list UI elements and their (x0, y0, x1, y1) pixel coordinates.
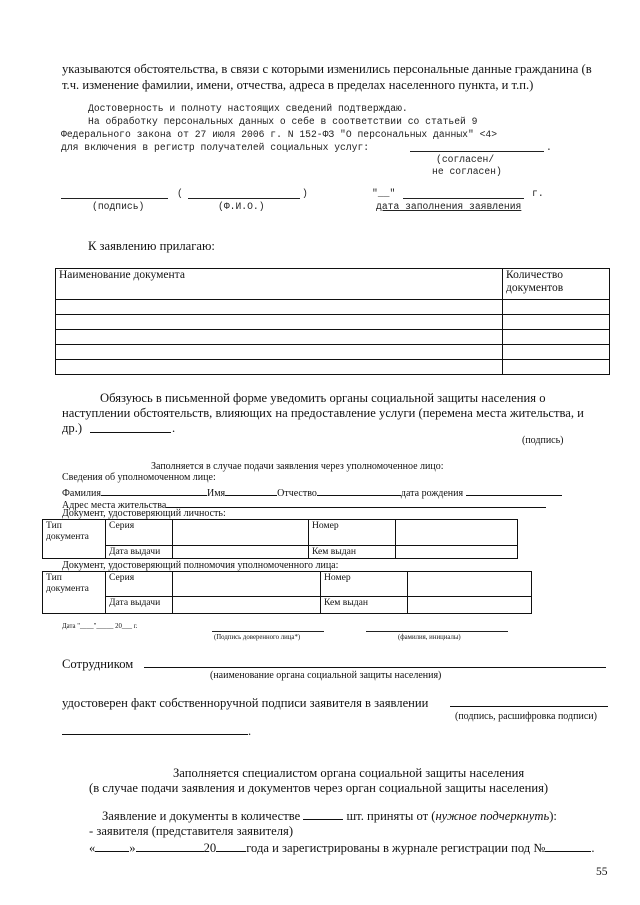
consent-agree-option-2: не согласен) (432, 166, 502, 177)
auth-doc-table (42, 571, 532, 614)
attach-cell[interactable] (56, 345, 503, 360)
issue-date-value-cell[interactable] (173, 546, 309, 559)
patronymic-label: Отчество (277, 488, 317, 499)
consent-fio-field[interactable] (188, 186, 300, 199)
consent-line-1: Достоверность и полноту настоящих сведений подтверждаю. (88, 103, 408, 114)
id-doc-table (42, 519, 518, 559)
attach-cell[interactable] (56, 315, 503, 330)
employee-sign-field[interactable] (450, 706, 608, 707)
employee-sign-caption: (подпись, расшифровка подписи) (455, 711, 597, 722)
consent-line-4: для включения в регистр получателей социальных услуг: (61, 142, 370, 153)
series-value-cell[interactable] (173, 520, 309, 546)
attachments-table (55, 268, 610, 375)
accepted-label: Заявление и документы в количестве (102, 809, 301, 823)
attach-cell[interactable] (503, 360, 610, 375)
specialist-title-2: (в случае подачи заявления и документов через орган социальной защиты населения) (89, 781, 549, 795)
series-label-cell: Серия (106, 520, 173, 546)
employee-label: Сотрудником (62, 657, 134, 671)
issued-by-value-cell[interactable] (396, 546, 518, 559)
consent-period: . (546, 142, 552, 153)
attach-cell[interactable] (503, 315, 610, 330)
attach-cell[interactable] (56, 300, 503, 315)
consent-fio-label: (Ф.И.О.) (218, 201, 265, 212)
surname-label: Фамилия (62, 488, 101, 499)
obligation-period: . (172, 421, 176, 435)
consent-agree-option-1: (согласен/ (436, 154, 495, 165)
intro-line-2: т.ч. изменение фамилии, имени, отчества, адреса в пределах населенного пункта, и т.п.) (62, 78, 534, 92)
docs-count-field[interactable] (303, 808, 343, 820)
intro-line-1: указываются обстоятельства, в связи с которыми изменились персональные данные гражданина (в (62, 62, 592, 76)
proxy-info: Сведения об уполномоченном лице: (62, 472, 216, 483)
attach-header-name: Наименование документа (56, 269, 503, 300)
trustee-sign-label: (Подпись доверенного лица*) (214, 634, 301, 641)
number-label-cell: Номер (309, 520, 396, 546)
consent-date-day: "__" (372, 188, 396, 199)
consent-line-3: Федерального закона от 27 июля 2006 г. N 152-ФЗ "О персональных данных" <4> (61, 129, 498, 140)
initials-label: (фамилия, инициалы) (398, 634, 461, 641)
address-label: Адрес места жительства (62, 500, 167, 511)
obligation-sign-label: (подпись) (522, 435, 564, 446)
attach-cell[interactable] (503, 300, 610, 315)
consent-signature-field[interactable] (61, 186, 168, 199)
series-value-cell[interactable] (173, 572, 321, 597)
obligation-line-2: наступлении обстоятельств, влияющих на предоставление услуги (перемена места жительства, и (62, 406, 584, 420)
fio-bracket-left: ( (177, 188, 183, 199)
employee-org-field[interactable] (144, 667, 606, 668)
auth-doc-title: Документ, удостоверяющий полномочия уполномоченного лица: (62, 560, 339, 571)
fio-bracket-right: ) (302, 188, 308, 199)
consent-date-label: дата заполнения заявления (376, 201, 522, 212)
initials-field[interactable] (366, 631, 508, 632)
attach-cell[interactable] (503, 345, 610, 360)
reg-day-field[interactable] (95, 840, 129, 852)
employee-extra-field[interactable] (62, 734, 248, 735)
obligation-line-1: Обязуюсь в письменной форме уведомить органы социальной защиты населения о (100, 391, 546, 405)
doc-type-cell: Тип документа (43, 572, 106, 614)
consent-year-suffix: г. (532, 188, 544, 199)
accepted-close: ): (549, 809, 557, 823)
name-field[interactable] (225, 484, 277, 496)
number-value-cell[interactable] (408, 572, 532, 597)
issued-by-label-cell: Кем выдан (309, 546, 396, 559)
obligation-sign-field[interactable] (90, 420, 171, 433)
surname-field[interactable] (101, 484, 207, 496)
consent-agree-field[interactable] (410, 139, 544, 152)
attach-title: К заявлению прилагаю: (88, 239, 215, 253)
applicant-option[interactable]: - заявителя (представителя заявителя) (89, 824, 294, 838)
issue-date-value-cell[interactable] (173, 597, 321, 614)
accepted-row (102, 808, 557, 824)
attach-cell[interactable] (56, 330, 503, 345)
issue-date-label-cell: Дата выдачи (106, 546, 173, 559)
reg-number-field[interactable] (545, 840, 591, 852)
proxy-title: Заполняется в случае подачи заявления через уполномоченное лицо: (151, 461, 444, 472)
specialist-title-1: Заполняется специалистом органа социальной защиты населения (173, 766, 525, 780)
quote-open: « (89, 841, 96, 855)
accepted-from-label: шт. приняты от ( (346, 809, 436, 823)
reg-period: . (591, 841, 595, 855)
id-doc-title: Документ, удостоверяющий личность: (62, 508, 226, 519)
employee-period: . (248, 724, 252, 738)
doc-type-cell: Тип документа (43, 520, 106, 559)
series-label-cell: Серия (106, 572, 173, 597)
attach-header-count: Количество документов (503, 269, 610, 300)
employee-org-caption: (наименование органа социальной защиты населения) (210, 670, 442, 681)
consent-sign-label: (подпись) (92, 201, 145, 212)
accepted-italic: нужное подчеркнуть (435, 809, 550, 823)
birthdate-label: дата рождения (400, 488, 464, 499)
trustee-sign-field[interactable] (212, 631, 324, 632)
issued-by-label-cell: Кем выдан (321, 597, 408, 614)
reg-year-prefix: 20 (203, 841, 217, 855)
registration-row (89, 840, 595, 856)
reg-journal-label: года и зарегистрированы в журнале регистрации под № (246, 841, 546, 855)
issued-by-value-cell[interactable] (408, 597, 532, 614)
quote-close: » (129, 841, 136, 855)
employee-certified: удостоверен факт собственноручной подписи заявителя в заявлении (62, 696, 429, 710)
attach-cell[interactable] (56, 360, 503, 375)
page-number: 55 (596, 866, 608, 878)
proxy-date-line: Дата "____"_____ 20___ г. (62, 623, 138, 630)
name-label: Имя (206, 488, 226, 499)
patronymic-field[interactable] (317, 484, 401, 496)
issue-date-label-cell: Дата выдачи (106, 597, 173, 614)
address-field[interactable] (166, 496, 546, 508)
obligation-line-3: др.) (62, 421, 83, 435)
reg-month-field[interactable] (136, 840, 204, 852)
number-value-cell[interactable] (396, 520, 518, 546)
reg-year-field[interactable] (216, 840, 246, 852)
consent-date-field[interactable] (403, 186, 524, 199)
number-label-cell: Номер (321, 572, 408, 597)
consent-line-2: На обработку персональных данных о себе в соответствии со статьей 9 (88, 116, 478, 127)
attach-cell[interactable] (503, 330, 610, 345)
birthdate-field[interactable] (466, 484, 562, 496)
